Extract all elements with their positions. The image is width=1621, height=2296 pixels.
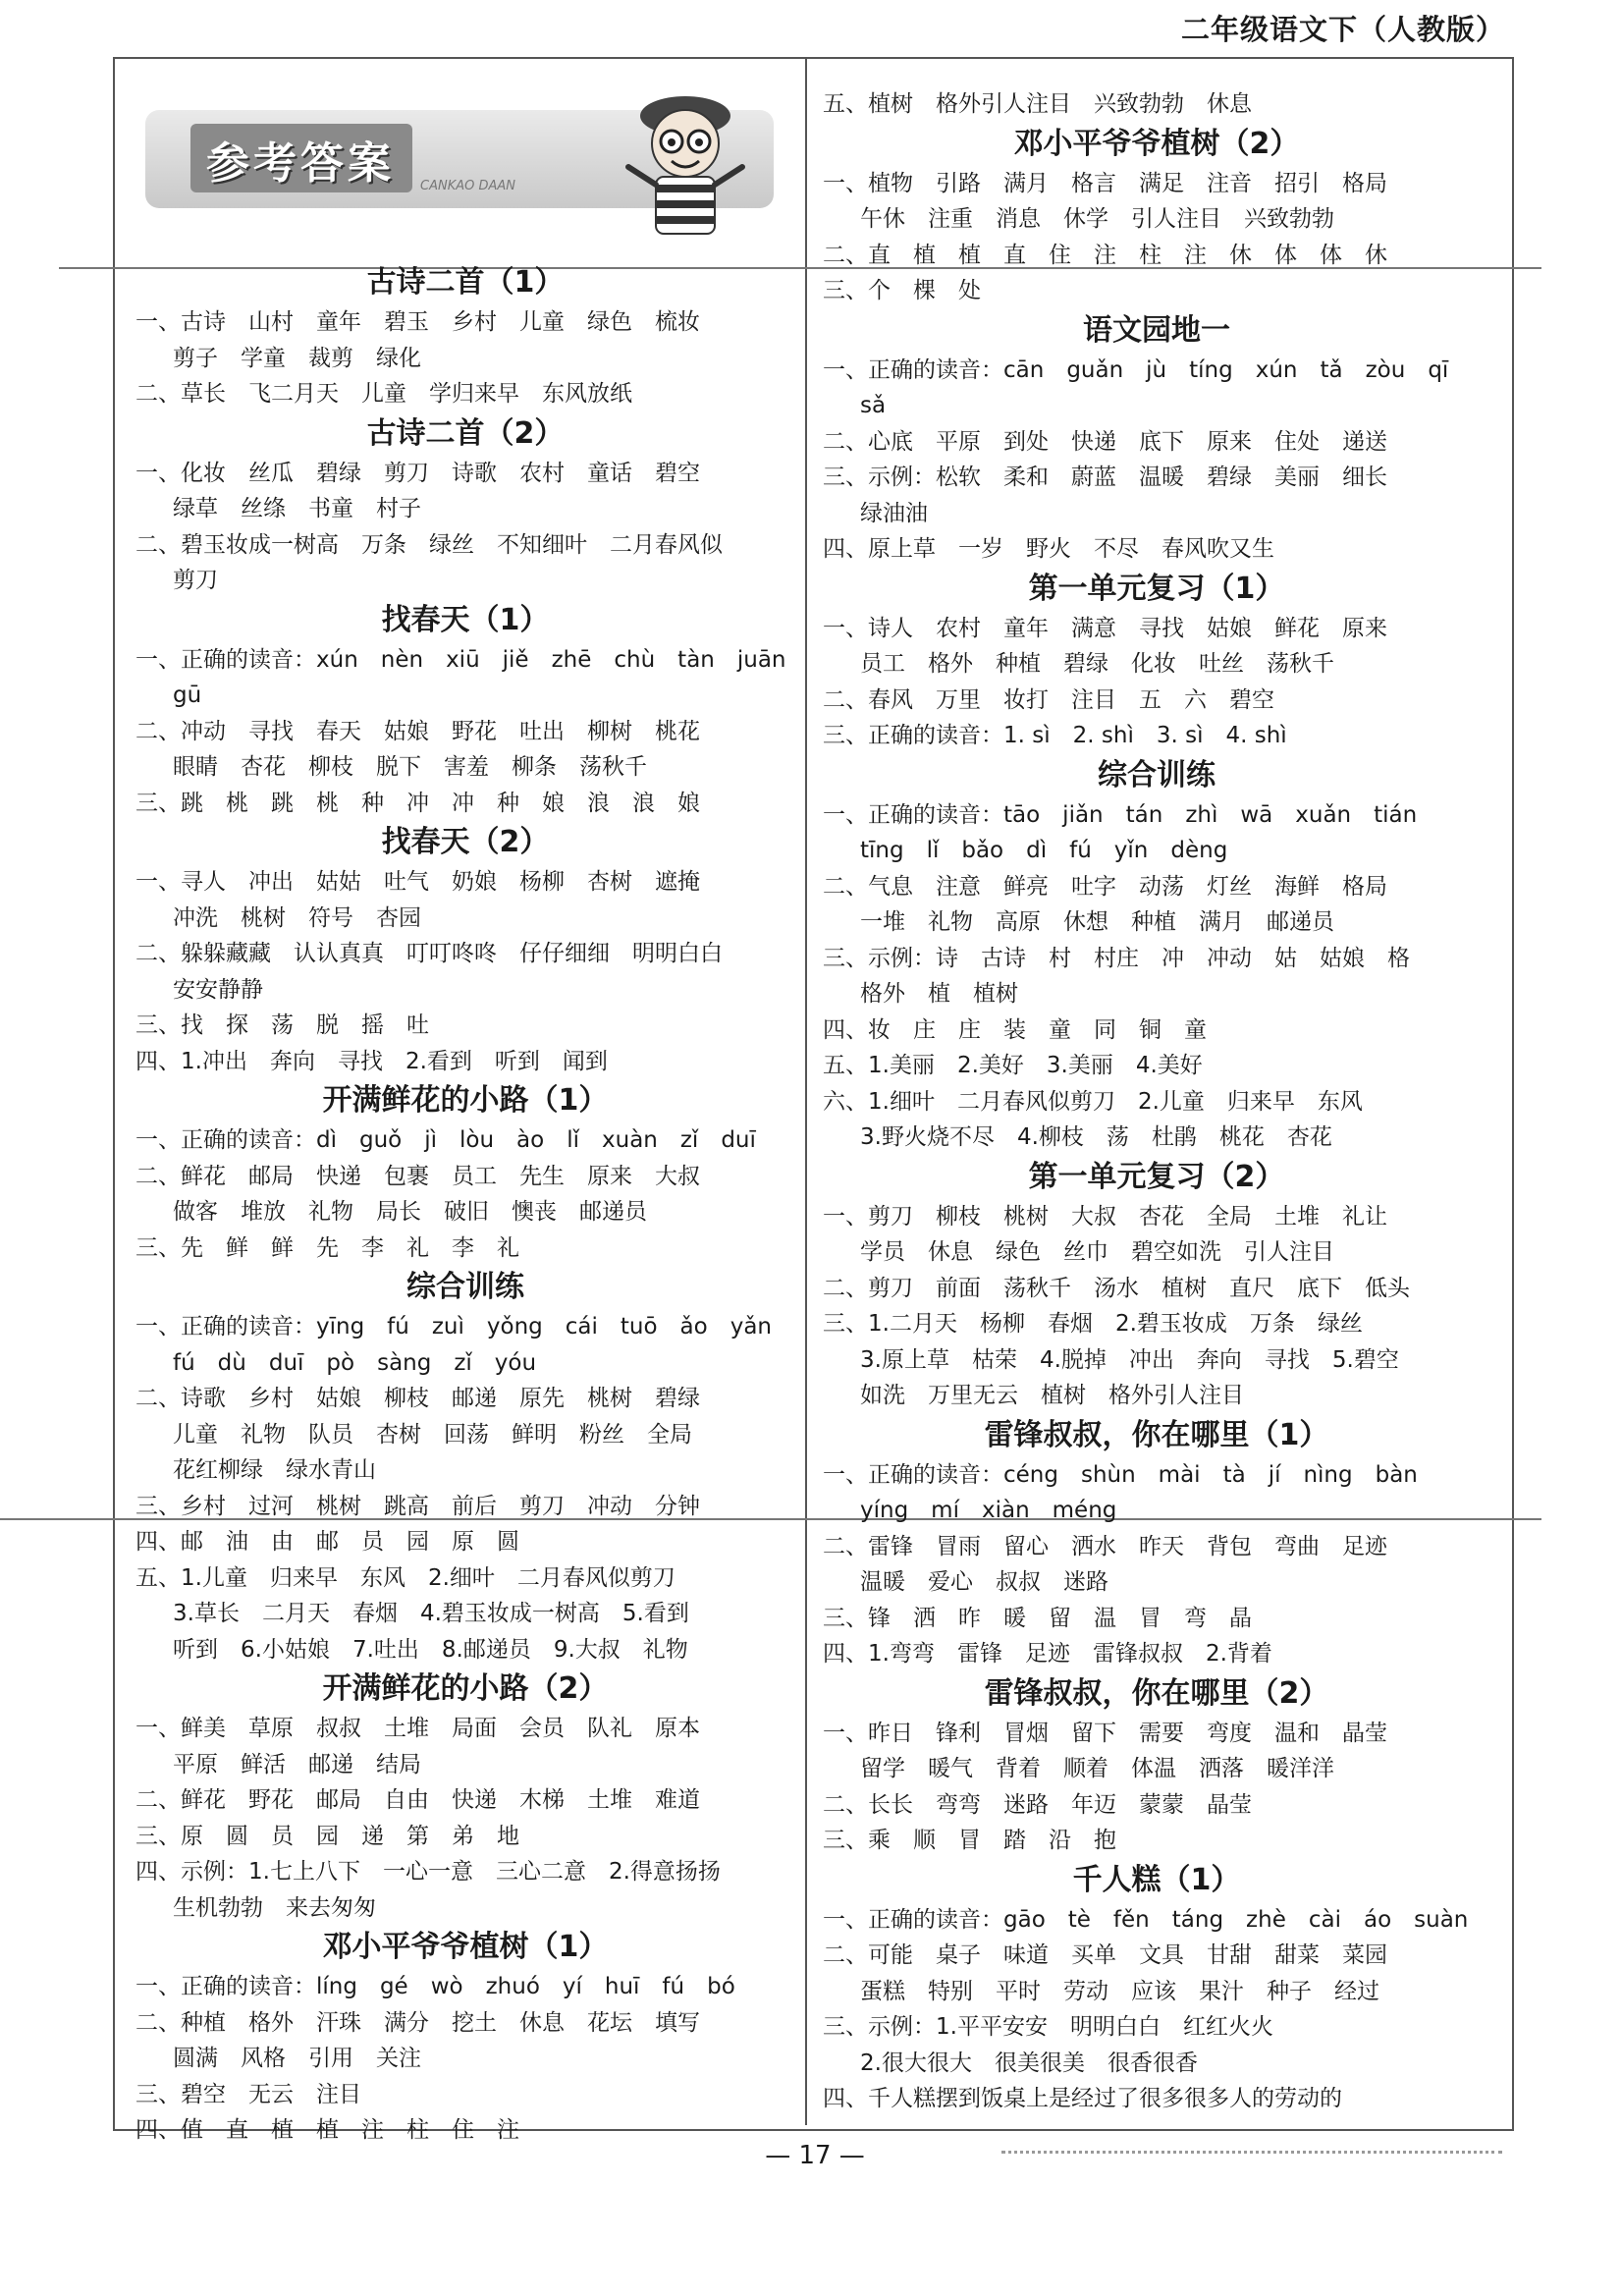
answer-line: 二、冲动 寻找 春天 姑娘 野花 吐出 柳树 桃花 (135, 718, 700, 744)
answer-line: 二、鲜花 野花 邮局 自由 快递 木梯 土堆 难道 (135, 1787, 700, 1813)
answer-line-continuation: 圆满 风格 引用 关注 (173, 2046, 421, 2071)
answer-line: 四、千人糕摆到饭桌上是经过了很多很多人的劳动的 (823, 2086, 1342, 2111)
section-title: 雷锋叔叔，你在哪里（2） (984, 1675, 1329, 1711)
answer-line-continuation: 温暖 爱心 叔叔 迷路 (860, 1569, 1108, 1595)
answer-line: 一、正确的读音：dì guǒ jì lòu ào lǐ xuàn zǐ duī (135, 1127, 756, 1153)
section-title: 古诗二首（1） (366, 265, 565, 300)
section-title: 开满鲜花的小路（2） (322, 1671, 609, 1706)
answer-line-continuation: 午休 注重 消息 休学 引人注目 兴致勃勃 (860, 206, 1334, 232)
answer-line: 五、1.美丽 2.美好 3.美丽 4.美好 (823, 1053, 1203, 1078)
answer-line: 三、乡村 过河 桃树 跳高 前后 剪刀 冲动 分钟 (135, 1493, 700, 1519)
answer-line: 四、示例：1.七上八下 一心一意 三心二意 2.得意扬扬 (135, 1859, 721, 1885)
answer-line-continuation: 格外 植 植树 (860, 981, 1018, 1007)
column-divider (805, 59, 807, 2125)
answer-line: 二、剪刀 前面 荡秋千 汤水 植树 直尺 底下 低头 (823, 1275, 1410, 1301)
cartoon-boy-icon (617, 86, 754, 253)
section-title: 第一单元复习（1） (1028, 571, 1285, 606)
answer-line-continuation: 安安静静 (173, 976, 263, 1003)
answer-line: 二、躲躲藏藏 认认真真 叮叮咚咚 仔仔细细 明明白白 (135, 941, 723, 966)
answer-line: 二、直 植 植 直 住 注 柱 注 休 体 体 休 (823, 242, 1387, 268)
answer-line-continuation: 生机勃勃 来去匆匆 (173, 1894, 376, 1921)
answer-line: 三、跳 桃 跳 桃 种 冲 冲 种 娘 浪 浪 娘 (135, 790, 700, 816)
answer-line-continuation: 绿草 丝绦 书童 村子 (173, 496, 421, 521)
answer-line-continuation: 平原 鲜活 邮递 结局 (173, 1751, 421, 1777)
answer-line: 一、鲜美 草原 叔叔 土堆 局面 会员 队礼 原本 (135, 1716, 700, 1741)
answer-line-continuation: 3.草长 二月天 春烟 4.碧玉妆成一树高 5.看到 (173, 1601, 689, 1626)
answer-line-continuation: 花红柳绿 绿水青山 (173, 1457, 376, 1483)
answer-banner (135, 81, 795, 253)
answer-line: 一、寻人 冲出 姑姑 吐气 奶娘 杨柳 杏树 遮掩 (135, 869, 700, 895)
answer-line-continuation: 蛋糕 特别 平时 劳动 应该 果汁 种子 经过 (860, 1978, 1379, 2004)
answer-line-continuation: 2.很大很大 很美很美 很香很香 (860, 2050, 1198, 2076)
dotted-rule (1001, 2151, 1502, 2154)
answer-line-continuation: 一堆 礼物 高原 休想 种植 满月 邮递员 (860, 909, 1334, 935)
section-title: 综合训练 (406, 1270, 524, 1304)
section-title: 雷锋叔叔，你在哪里（1） (984, 1417, 1329, 1452)
answer-line-continuation: 3.野火烧不尽 4.柳枝 荡 杜鹃 桃花 杏花 (860, 1124, 1332, 1150)
answer-line-continuation: 剪子 学童 裁剪 绿化 (173, 345, 421, 371)
answer-line: 二、雷锋 冒雨 留心 洒水 昨天 背包 弯曲 足迹 (823, 1533, 1387, 1559)
answer-line: 一、古诗 山村 童年 碧玉 乡村 儿童 绿色 梳妆 (135, 309, 700, 335)
section-title: 开满鲜花的小路（1） (322, 1083, 609, 1118)
section-title: 找春天（2） (381, 825, 550, 859)
answer-line: 二、气息 注意 鲜亮 吐字 动荡 灯丝 海鲜 格局 (823, 873, 1387, 900)
answer-line: 五、1.儿童 归来早 东风 2.细叶 二月春风似剪刀 (135, 1564, 675, 1591)
answer-line: 一、植物 引路 满月 格言 满足 注音 招引 格局 (823, 170, 1387, 196)
left-column (135, 81, 795, 2149)
answer-line: 一、正确的读音：céng shùn mài tà jí nìng bàn (823, 1461, 1418, 1488)
answer-line-continuation: 绿油油 (860, 500, 928, 526)
banner-subtitle: CANKAO DAAN (420, 179, 515, 193)
answer-line: 六、1.细叶 二月春风似剪刀 2.儿童 归来早 东风 (823, 1088, 1363, 1115)
answer-line: 四、妆 庄 庄 装 童 同 铜 童 (823, 1016, 1207, 1043)
answer-line: 三、锋 洒 昨 暖 留 温 冒 弯 晶 (823, 1605, 1252, 1631)
answer-line: 三、示例：诗 古诗 村 村庄 冲 冲动 姑 姑娘 格 (823, 945, 1410, 971)
answer-line-continuation: 冲洗 桃树 符号 杏园 (173, 904, 421, 931)
answer-line-continuation: sǎ (860, 393, 887, 418)
answer-line: 五、植树 格外引人注目 兴致勃勃 休息 (823, 91, 1252, 117)
section-title: 找春天（1） (381, 602, 550, 637)
answer-line-continuation: 3.原上草 枯荣 4.脱掉 冲出 奔向 寻找 5.碧空 (860, 1346, 1399, 1373)
section-title: 第一单元复习（2） (1028, 1159, 1285, 1194)
answer-line-continuation: 做客 堆放 礼物 局长 破旧 懊丧 邮递员 (173, 1199, 647, 1225)
answer-line: 三、乘 顺 冒 踏 沿 抱 (823, 1828, 1116, 1853)
answer-line: 三、正确的读音：1. sì 2. shì 3. sì 4. shì (823, 723, 1287, 748)
answer-line: 四、值 直 植 植 注 柱 住 注 (135, 2117, 519, 2143)
answer-line: 二、鲜花 邮局 快递 包裹 员工 先生 原来 大叔 (135, 1163, 700, 1189)
answer-line: 一、昨日 锋利 冒烟 留下 需要 弯度 温和 晶莹 (823, 1720, 1387, 1746)
answer-line: 四、1.冲出 奔向 寻找 2.看到 听到 闻到 (135, 1048, 608, 1074)
answer-line-continuation: 员工 格外 种植 碧绿 化妆 吐丝 荡秋千 (860, 651, 1334, 677)
answer-line: 二、心底 平原 到处 快递 底下 原来 住处 递送 (823, 428, 1387, 455)
answer-line: 一、正确的读音：cān guǎn jù tíng xún tǎ zòu qī (823, 356, 1449, 383)
answer-line: 三、示例：松软 柔和 蔚蓝 温暖 碧绿 美丽 细长 (823, 465, 1387, 490)
answer-line-continuation: 如洗 万里无云 植树 格外引人注目 (860, 1383, 1244, 1408)
answer-line: 三、1.二月天 杨柳 春烟 2.碧玉妆成 万条 绿丝 (823, 1311, 1363, 1337)
answer-line-continuation: 眼睛 杏花 柳枝 脱下 害羞 柳条 荡秋千 (173, 754, 647, 780)
section-title: 古诗二首（2） (366, 415, 565, 451)
answer-line: 三、示例：1.平平安安 明明白白 红红火火 (823, 2014, 1273, 2040)
answer-line-continuation: tīng lǐ bǎo dì fú yǐn dèng (860, 838, 1228, 863)
answer-line-continuation: 剪刀 (173, 568, 218, 593)
section-title: 邓小平爷爷植树（1） (322, 1930, 609, 1964)
answer-line: 三、碧空 无云 注目 (135, 2081, 361, 2107)
answer-line-continuation: fú dù duī pò sàng zǐ yóu (173, 1349, 537, 1376)
book-title: 二年级语文下（人教版） (1180, 13, 1505, 46)
answer-line-continuation: 学员 休息 绿色 丝巾 碧空如洗 引人注目 (860, 1239, 1334, 1265)
answer-line: 一、正确的读音：xún nèn xiū jiě zhē chù tàn juān (135, 646, 786, 673)
answer-line-continuation: gū (173, 683, 202, 708)
banner-title: 参考答案 (206, 138, 395, 189)
answer-line: 一、化妆 丝瓜 碧绿 剪刀 诗歌 农村 童话 碧空 (135, 460, 700, 486)
answer-line-continuation: yíng mí xiàn méng (860, 1498, 1117, 1523)
page-number: — 17 — (765, 2141, 865, 2170)
right-column (823, 86, 1490, 2117)
answer-line: 二、碧玉妆成一树高 万条 绿丝 不知细叶 二月春风似 (135, 531, 723, 558)
answer-line: 三、先 鲜 鲜 先 李 礼 李 礼 (135, 1234, 519, 1261)
answer-line: 二、诗歌 乡村 姑娘 柳枝 邮递 原先 桃树 碧绿 (135, 1386, 700, 1411)
answer-line-continuation: 留学 暖气 背着 顺着 体温 洒落 暖洋洋 (860, 1756, 1334, 1781)
answer-line-continuation: 儿童 礼物 队员 杏树 回荡 鲜明 粉丝 全局 (173, 1421, 692, 1448)
answer-line: 一、剪刀 柳枝 桃树 大叔 杏花 全局 土堆 礼让 (823, 1203, 1387, 1230)
answer-line-continuation: 听到 6.小姑娘 7.吐出 8.邮递员 9.大叔 礼物 (173, 1636, 688, 1663)
answer-line: 三、原 圆 员 园 递 第 弟 地 (135, 1823, 519, 1849)
answer-line: 四、1.弯弯 雷锋 足迹 雷锋叔叔 2.背着 (823, 1641, 1272, 1667)
answer-line: 四、邮 油 由 邮 员 园 原 圆 (135, 1529, 519, 1555)
answer-line: 三、找 探 荡 脱 摇 吐 (135, 1012, 429, 1038)
answer-line: 三、个 棵 处 (823, 278, 981, 303)
answer-line: 二、春风 万里 妆打 注目 五 六 碧空 (823, 686, 1274, 713)
right-answer-list (823, 86, 1490, 2117)
section-title: 语文园地一 (1083, 312, 1230, 348)
section-title: 千人糕（1） (1072, 1862, 1241, 1897)
section-title: 综合训练 (1098, 757, 1216, 793)
answer-line: 二、种植 格外 汗珠 满分 挖土 休息 花坛 填写 (135, 2009, 700, 2036)
answer-line: 一、正确的读音：gāo tè fěn táng zhè cài áo suàn (823, 1906, 1469, 1933)
answer-line: 二、长长 弯弯 迷路 年迈 蒙蒙 晶莹 (823, 1791, 1252, 1818)
section-title: 邓小平爷爷植树（2） (1013, 126, 1300, 161)
answer-line: 一、正确的读音：tāo jiǎn tán zhì wā xuǎn tián (823, 801, 1418, 828)
answer-line: 四、原上草 一岁 野火 不尽 春风吹又生 (823, 536, 1274, 562)
answer-line: 一、正确的读音：yīng fú zuì yǒng cái tuō ǎo yǎn (135, 1314, 772, 1339)
answer-line: 一、诗人 农村 童年 满意 寻找 姑娘 鲜花 原来 (823, 615, 1387, 641)
answer-line: 二、可能 桌子 味道 买单 文具 甘甜 甜菜 菜园 (823, 1942, 1387, 1968)
answer-line: 一、正确的读音：líng gé wò zhuó yí huī fú bó (135, 1974, 735, 1999)
left-answer-list (135, 261, 795, 2149)
answer-line: 二、草长 飞二月天 儿童 学归来早 东风放纸 (135, 381, 632, 407)
